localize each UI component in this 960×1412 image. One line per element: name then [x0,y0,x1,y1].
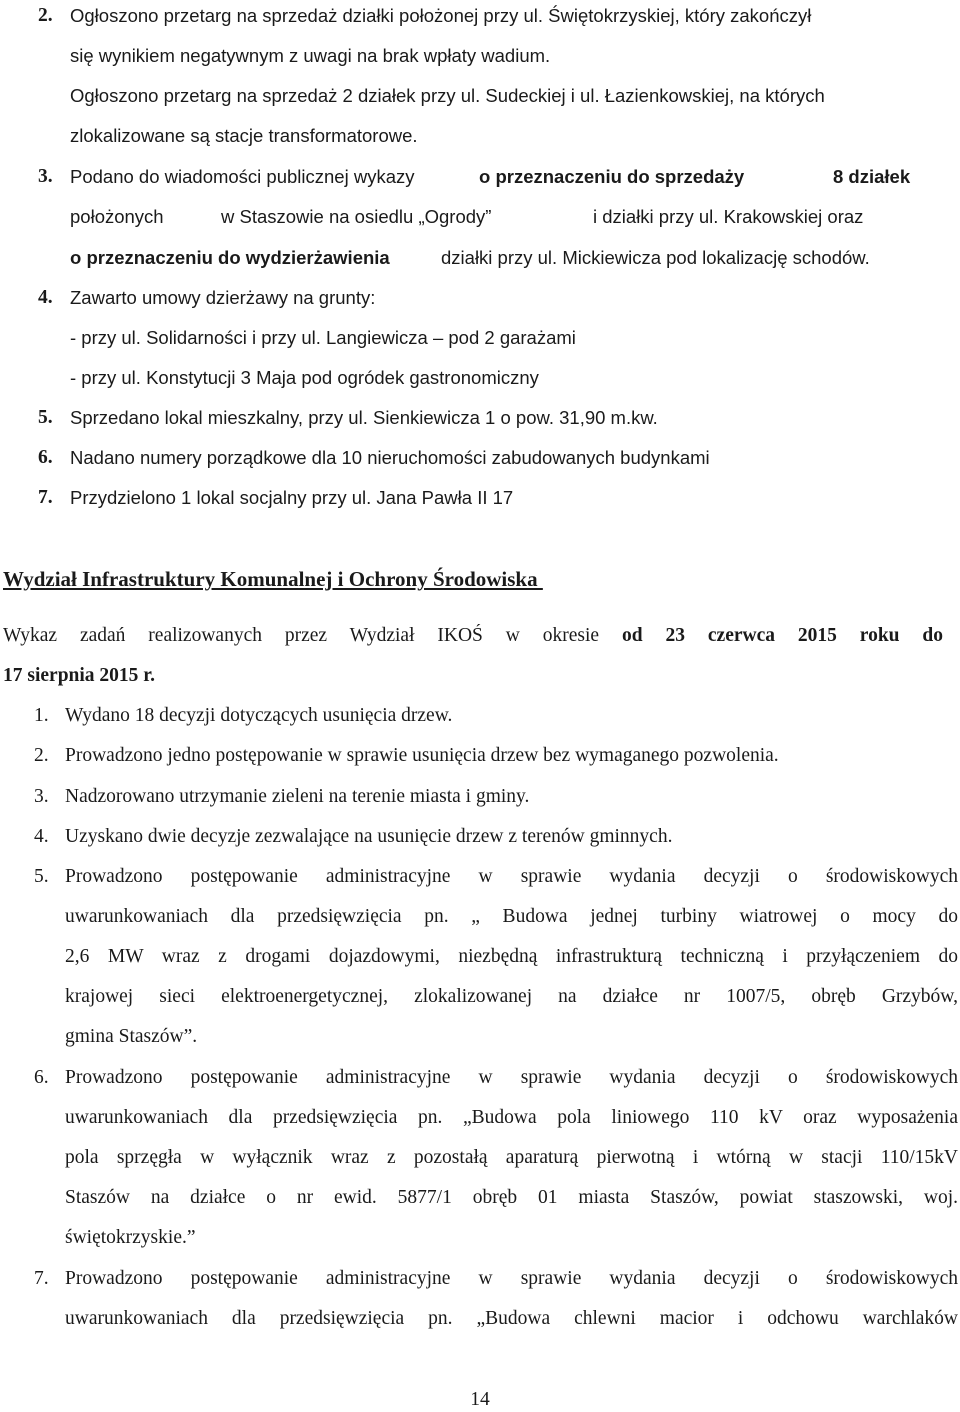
task-line: uwarunkowaniach dla przedsięwzięcia pn. „Budowa chlewni macior i odchowu warchlaków [65,1308,958,1329]
item-3-line-2-start: położonych [70,206,164,227]
item-4-line-3: - przy ul. Konstytucji 3 Maja pod ogródek gastronomiczny [70,367,539,388]
task-line: Uzyskano dwie decyzje zezwalające na usunięcie drzew z terenów gminnych. [65,826,673,847]
item-4-line-1: Zawarto umowy dzierżawy na grunty: [70,287,376,308]
item-5-text: Sprzedano lokal mieszkalny, przy ul. Sienkiewicza 1 o pow. 31,90 m.kw. [70,407,658,428]
item-6-text: Nadano numery porządkowe dla 10 nieruchomości zabudowanych budynkami [70,447,710,468]
department-intro-bold-1: od 23 czerwca 2015 roku do [622,625,943,646]
item-7-number: 7. [38,487,53,508]
task-line: świętokrzyskie.” [65,1227,196,1248]
item-4-line-2: - przy ul. Solidarności i przy ul. Langiewicza – pod 2 garażami [70,327,576,348]
task-number: 7. [34,1268,49,1289]
item-3-line-1-start: Podano do wiadomości publicznej wykazy [70,166,415,187]
task-line: Prowadzono postępowanie administracyjne w sprawie wydania decyzji o środowiskowych [65,866,958,887]
department-intro-line-1 [3,624,943,648]
item-4-number: 4. [38,287,53,308]
task-line: 2,6 MW wraz z drogami dojazdowymi, niezbędną infrastrukturą techniczną i przyłączeniem do [65,946,958,967]
task-number: 1. [34,705,49,726]
task-line: Prowadzono jedno postępowanie w sprawie usunięcia drzew bez wymaganego pozwolenia. [65,745,779,766]
task-number: 3. [34,786,49,807]
task-line: Nadzorowano utrzymanie zieleni na terenie miasta i gminy. [65,786,530,807]
page-number: 14 [470,1389,490,1410]
task-line: krajowej sieci elektroenergetycznej, zlokalizowanej na działce nr 1007/5, obręb Grzybów, [65,986,958,1007]
department-intro-start: Wykaz zadań realizowanych przez Wydział IKOŚ w okresie [3,625,600,646]
item-3-line-1-bold: o przeznaczeniu do sprzedaży [479,166,745,187]
task-line: Staszów na działce o nr ewid. 5877/1 obręb 01 miasta Staszów, powiat staszowski, woj. [65,1187,958,1208]
item-3-line-1-end: 8 działek [833,166,911,187]
task-line: pola sprzęgła w wyłącznik wraz z pozostałą aparaturą pierwotną i wtórną w stacji 110/15kV [65,1147,958,1168]
item-7-text: Przydzielono 1 lokal socjalny przy ul. Jana Pawła II 17 [70,487,514,508]
item-2-line-2: się wynikiem negatywnym z uwagi na brak wpłaty wadium. [70,45,551,66]
item-3-line-2-mid: w Staszowie na osiedlu „Ogrody” [221,206,492,227]
task-number: 4. [34,826,49,847]
task-line: Prowadzono postępowanie administracyjne w sprawie wydania decyzji o środowiskowych [65,1268,958,1289]
task-number: 5. [34,866,49,887]
item-2-line-3: Ogłoszono przetarg na sprzedaż 2 działek przy ul. Sudeckiej i ul. Łazienkowskiej, na których [70,85,825,106]
item-2-line-1: Ogłoszono przetarg na sprzedaż działki położonej przy ul. Świętokrzyskiej, który zakończył [70,5,812,26]
item-3-number: 3. [38,166,53,187]
item-3-line-2-end: i działki przy ul. Krakowskiej oraz [593,206,864,227]
task-line: Wydano 18 decyzji dotyczących usunięcia drzew. [65,705,453,726]
task-line: gmina Staszów”. [65,1026,198,1047]
item-3-line-3-end: działki przy ul. Mickiewicza pod lokalizację schodów. [441,247,870,268]
item-5-number: 5. [38,407,53,428]
item-6-number: 6. [38,447,53,468]
task-number: 2. [34,745,49,766]
item-2-number: 2. [38,5,53,26]
department-heading: Wydział Infrastruktury Komunalnej i Ochrony Środowiska [3,567,543,591]
item-2-line-4: zlokalizowane są stacje transformatorowe. [70,125,418,146]
task-line: uwarunkowaniach dla przedsięwzięcia pn. „Budowa pola liniowego 110 kV oraz wyposażenia [65,1107,958,1128]
task-number: 6. [34,1067,49,1088]
department-intro-bold-2: 17 sierpnia 2015 r. [3,665,156,686]
task-line: Prowadzono postępowanie administracyjne w sprawie wydania decyzji o środowiskowych [65,1067,958,1088]
item-3-line-3-bold: o przeznaczeniu do wydzierżawienia [70,247,390,268]
task-line: uwarunkowaniach dla przedsięwzięcia pn. „ Budowa jednej turbiny wiatrowej o mocy do [65,906,958,927]
